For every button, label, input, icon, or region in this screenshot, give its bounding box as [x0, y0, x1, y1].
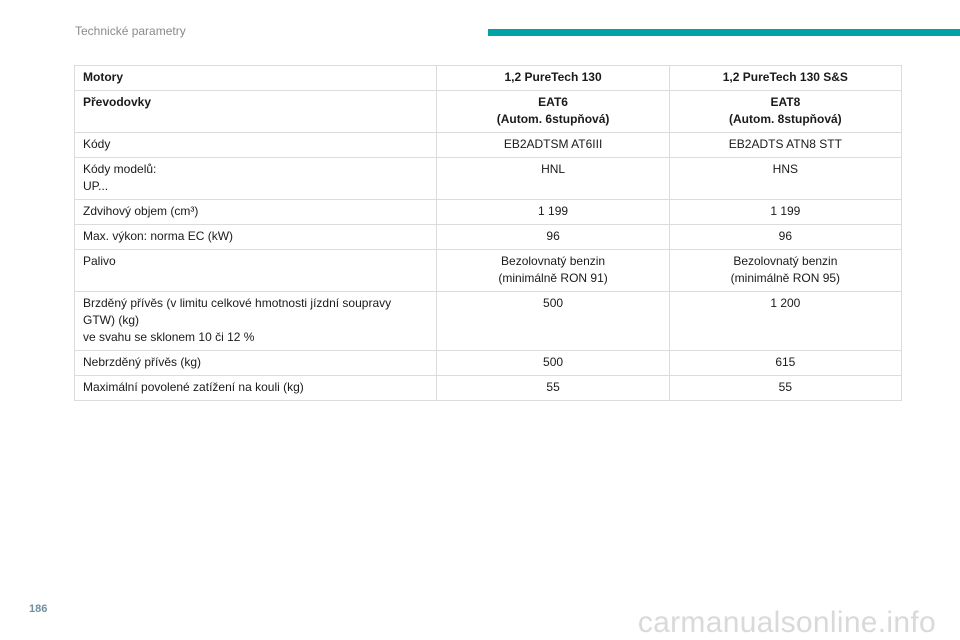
row-label: Zdvihový objem (cm³) — [75, 200, 437, 225]
specifications-table — [74, 65, 902, 401]
row-label: Motory — [75, 66, 437, 91]
row-value-col1: 96 — [437, 225, 669, 250]
row-value-col2: 96 — [669, 225, 901, 250]
row-label: Kódy modelů: UP... — [75, 158, 437, 200]
row-value-col1: Bezolovnatý benzin (minimálně RON 91) — [437, 250, 669, 292]
row-label: Nebrzděný přívěs (kg) — [75, 351, 437, 376]
row-value-col2: EB2ADTS ATN8 STT — [669, 133, 901, 158]
watermark: carmanualsonline.info — [637, 606, 936, 639]
row-label: Kódy — [75, 133, 437, 158]
row-value-col2: HNS — [669, 158, 901, 200]
row-value-col2: 1 200 — [669, 292, 901, 351]
row-value-col1: EB2ADTSM AT6III — [437, 133, 669, 158]
row-value-col2: 1 199 — [669, 200, 901, 225]
row-value-col1: 1,2 PureTech 130 — [437, 66, 669, 91]
row-label: Max. výkon: norma EC (kW) — [75, 225, 437, 250]
table-row — [75, 133, 902, 158]
row-value-col2: 55 — [669, 376, 901, 401]
row-value-col1: 500 — [437, 351, 669, 376]
table-row — [75, 376, 902, 401]
table-row — [75, 200, 902, 225]
table-row — [75, 91, 902, 133]
row-value-col2: 615 — [669, 351, 901, 376]
row-value-col2: EAT8 (Autom. 8stupňová) — [669, 91, 901, 133]
table-row — [75, 225, 902, 250]
page-number: 186 — [29, 603, 48, 615]
row-value-col1: EAT6 (Autom. 6stupňová) — [437, 91, 669, 133]
row-label: Převodovky — [75, 91, 437, 133]
table-row — [75, 351, 902, 376]
row-value-col1: 500 — [437, 292, 669, 351]
row-value-col1: 55 — [437, 376, 669, 401]
table-row — [75, 158, 902, 200]
row-label: Maximální povolené zatížení na kouli (kg) — [75, 376, 437, 401]
row-value-col2: 1,2 PureTech 130 S&S — [669, 66, 901, 91]
row-label: Brzděný přívěs (v limitu celkové hmotnosti jízdní soupravy GTW) (kg) ve svahu se sklonem 10 či 12 % — [75, 292, 437, 351]
row-value-col2: Bezolovnatý benzin (minimálně RON 95) — [669, 250, 901, 292]
table-row — [75, 292, 902, 351]
row-value-col1: HNL — [437, 158, 669, 200]
row-label: Palivo — [75, 250, 437, 292]
table-row — [75, 66, 902, 91]
row-value-col1: 1 199 — [437, 200, 669, 225]
accent-bar — [488, 29, 960, 36]
table-row — [75, 250, 902, 292]
section-title: Technické parametry — [75, 24, 186, 38]
